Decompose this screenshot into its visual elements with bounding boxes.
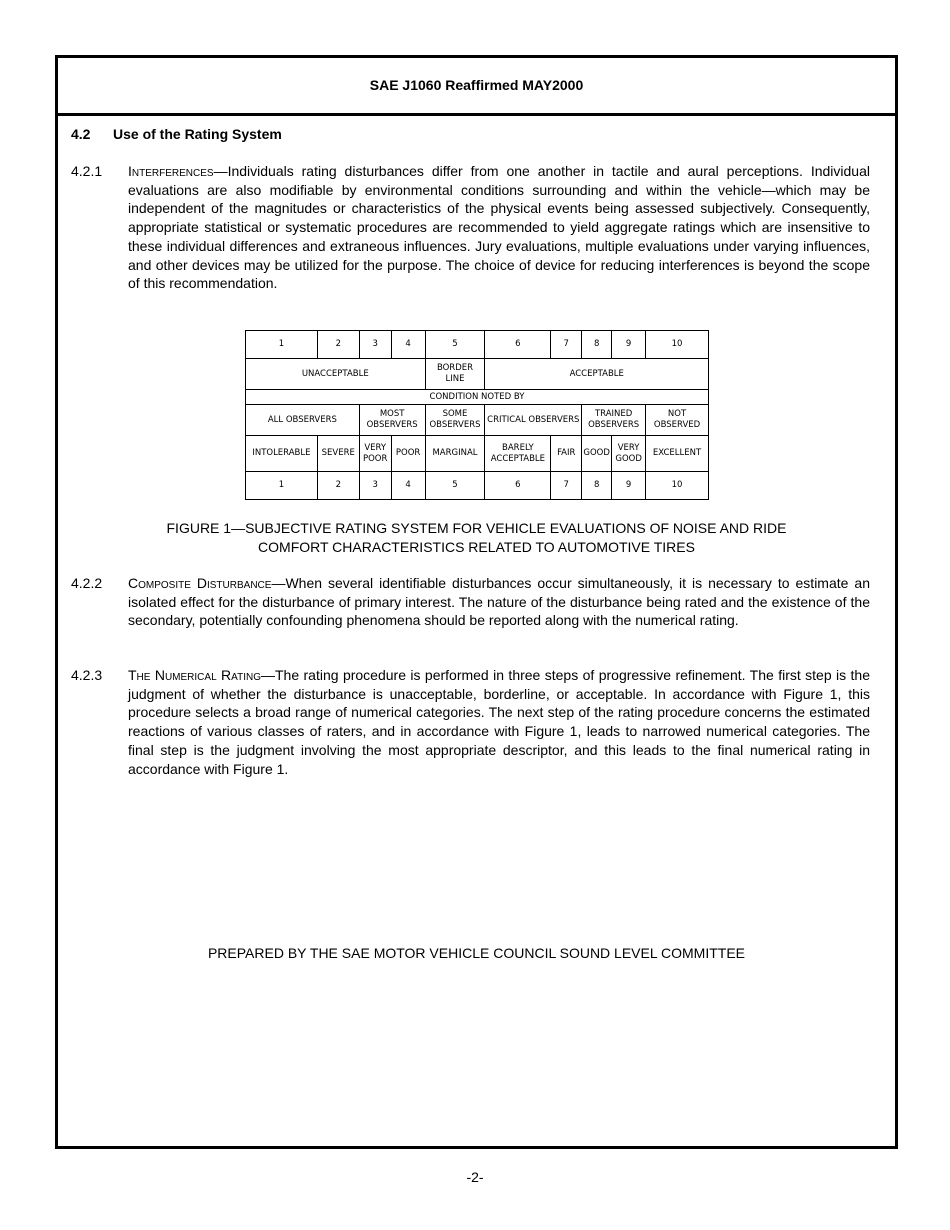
rating-number: 1	[246, 471, 318, 499]
section-number: 4.2	[71, 126, 91, 142]
figure-caption-line2: COMFORT CHARACTERISTICS RELATED TO AUTOMOTIVE TIRES	[258, 538, 695, 555]
paragraph-text	[128, 162, 870, 293]
figure-caption	[58, 519, 895, 556]
rating-number: 10	[646, 471, 709, 499]
borderline-group: BORDER LINE	[425, 359, 485, 390]
observer-category: ALL OBSERVERS	[246, 405, 360, 436]
paragraph-text	[128, 666, 870, 778]
paragraph-4-2-1	[71, 162, 870, 293]
condition-header: CONDITION NOTED BY	[246, 390, 709, 405]
condition-header-row	[246, 390, 709, 405]
rating-number: 6	[485, 331, 551, 359]
rating-number: 3	[359, 471, 391, 499]
page-frame	[55, 55, 898, 1149]
numbers-row-bottom	[246, 471, 709, 499]
paragraph-body: —Individuals rating disturbances differ from one another in tactile and aural perceptions. Individual evaluations are also modifiable by environmental conditions surrounding and within the vehicle—which may be independent of the magnitudes or characteristics of the physical events being assessed subjectively. Consequently, appropriate statistical or systematic procedures are recommended to yield aggregate ratings which are insensitive to these individual differences and extraneous influences. Jury evaluations, multiple evaluations under varying influences, and other devices may be utilized for the purpose. The choice of device for reducing interferences is beyond the scope of this recommendation.	[128, 163, 870, 292]
observer-category: CRITICAL OBSERVERS	[485, 405, 582, 436]
rating-descriptor: INTOLERABLE	[246, 436, 318, 471]
paragraph-4-2-3	[71, 666, 870, 778]
acceptable-group: ACCEPTABLE	[485, 359, 709, 390]
rating-number: 9	[612, 471, 646, 499]
prepared-by: PREPARED BY THE SAE MOTOR VEHICLE COUNCIL SOUND LEVEL COMMITTEE	[207, 945, 746, 961]
paragraph-4-2-2	[71, 574, 870, 630]
rating-number: 6	[485, 471, 551, 499]
acceptance-row	[246, 359, 709, 390]
section-title: Use of the Rating System	[113, 126, 282, 142]
paragraph-number: 4.2.3	[71, 667, 103, 683]
rating-descriptor: MARGINAL	[425, 436, 485, 471]
rating-number: 3	[359, 331, 391, 359]
paragraph-number: 4.2.1	[71, 163, 103, 179]
rating-descriptor: SEVERE	[317, 436, 359, 471]
rating-descriptor: POOR	[391, 436, 425, 471]
rating-descriptor: EXCELLENT	[646, 436, 709, 471]
rating-number: 8	[582, 331, 612, 359]
page-number: -2-	[466, 1169, 484, 1185]
figure-caption-line1: FIGURE 1—SUBJECTIVE RATING SYSTEM FOR VEHICLE EVALUATIONS OF NOISE AND RIDE	[166, 520, 787, 536]
rating-descriptor: FAIR	[551, 436, 582, 471]
observers-row	[246, 405, 709, 436]
rating-number: 5	[425, 471, 485, 499]
paragraph-heading: Interferences	[128, 163, 214, 179]
rating-number: 4	[391, 471, 425, 499]
rating-figure	[245, 330, 709, 500]
observer-category: NOT OBSERVED	[646, 405, 709, 436]
descriptors-row	[246, 436, 709, 471]
rating-number: 9	[612, 331, 646, 359]
rating-descriptor: BARELY ACCEPTABLE	[485, 436, 551, 471]
rating-number: 10	[646, 331, 709, 359]
rating-number: 7	[551, 471, 582, 499]
rating-number: 2	[317, 471, 359, 499]
paragraph-text	[128, 574, 870, 630]
document-header: SAE J1060 Reaffirmed MAY2000	[58, 58, 895, 116]
numbers-row-top	[246, 331, 709, 359]
paragraph-body: —The rating procedure is performed in three steps of progressive refinement. The first step is the judgment of whether the disturbance is unacceptable, borderline, or acceptable. In accordance with Figure 1, this procedure selects a broad range of numerical categories. The next step of the rating procedure concerns the estimated reactions of various classes of raters, and in accordance with Figure 1, leads to narrowed numerical categories. The final step is the judgment involving the most appropriate descriptor, and this leads to the final numerical rating in accordance with Figure 1.	[128, 667, 871, 777]
paragraph-number: 4.2.2	[71, 575, 103, 591]
rating-descriptor: GOOD	[582, 436, 612, 471]
paragraph-heading: Composite Disturbance	[128, 575, 272, 591]
rating-number: 2	[317, 331, 359, 359]
rating-table	[245, 330, 709, 500]
rating-number: 4	[391, 331, 425, 359]
section-heading	[71, 126, 282, 142]
observer-category: SOME OBSERVERS	[425, 405, 485, 436]
rating-number: 7	[551, 331, 582, 359]
unacceptable-group: UNACCEPTABLE	[246, 359, 426, 390]
rating-descriptor: VERY POOR	[359, 436, 391, 471]
rating-number: 8	[582, 471, 612, 499]
observer-category: MOST OBSERVERS	[359, 405, 425, 436]
rating-descriptor: VERY GOOD	[612, 436, 646, 471]
rating-number: 5	[425, 331, 485, 359]
paragraph-heading: The Numerical Rating	[128, 667, 261, 683]
rating-number: 1	[246, 331, 318, 359]
observer-category: TRAINED OBSERVERS	[582, 405, 646, 436]
paragraph-body: —When several identifiable disturbances occur simultaneously, it is necessary to estimate an isolated effect for the disturbance of primary interest. The nature of the disturbance being rated and the existence of the secondary, potentially confounding phenomena should be reported along with the numerical rating.	[128, 575, 870, 629]
